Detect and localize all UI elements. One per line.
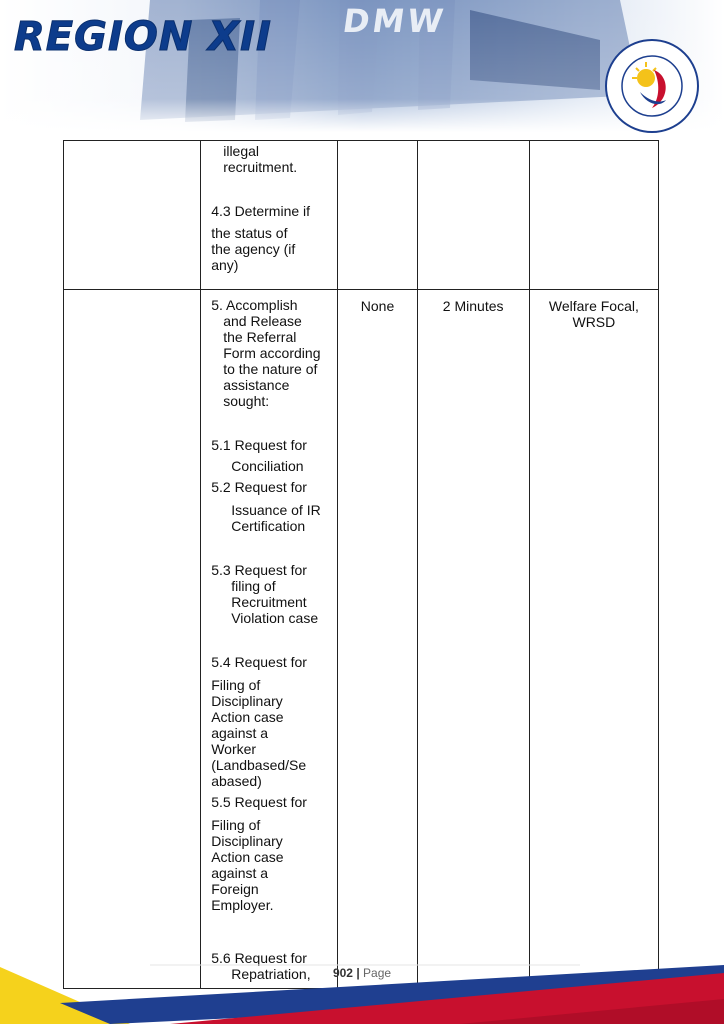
region-title: REGION XII bbox=[14, 14, 272, 60]
step-text: 5.5 Request for bbox=[211, 794, 307, 810]
agency-actions-cell bbox=[201, 141, 338, 290]
client-steps-cell bbox=[64, 290, 201, 989]
step-text: 5.4 Request for bbox=[211, 654, 307, 670]
step-text: illegal bbox=[223, 143, 260, 159]
step-text: Action case bbox=[211, 709, 284, 725]
step-text: Conciliation bbox=[231, 458, 304, 474]
step-text: the agency (if bbox=[211, 241, 296, 257]
step-text: abased) bbox=[211, 773, 262, 789]
client-steps-cell bbox=[64, 141, 201, 290]
step-text: Worker bbox=[211, 741, 257, 757]
step-text: against a bbox=[211, 865, 269, 881]
step-text: the status of bbox=[211, 225, 288, 241]
step-text: filing of bbox=[231, 578, 276, 594]
step-text: 5.6 Request for bbox=[211, 950, 307, 966]
page-number: 902 bbox=[332, 966, 353, 980]
responsible-cell bbox=[529, 141, 658, 290]
step-text: Form according bbox=[223, 345, 321, 361]
step-text: Foreign bbox=[211, 881, 259, 897]
page-separator: | bbox=[356, 966, 360, 980]
step-text: Action case bbox=[211, 849, 284, 865]
processing-time-cell bbox=[417, 290, 529, 989]
step-text: Recruitment bbox=[231, 594, 307, 610]
step-text: 4.3 Determine if bbox=[211, 203, 311, 219]
step-text: Filing of bbox=[211, 677, 261, 693]
table-row bbox=[64, 141, 659, 290]
responsible-line: WRSD bbox=[572, 314, 616, 330]
page-footer bbox=[0, 966, 724, 980]
step-text: Certification bbox=[231, 518, 306, 534]
step-text: against a bbox=[211, 725, 269, 741]
step-text: to the nature of bbox=[223, 361, 318, 377]
step-text: (Landbased/Se bbox=[211, 757, 307, 773]
building-sign: DMW bbox=[340, 2, 449, 40]
table-row bbox=[64, 290, 659, 989]
page-label: Page bbox=[363, 966, 392, 980]
step-text: 5. Accomplish bbox=[211, 297, 298, 313]
step-text: Employer. bbox=[211, 897, 274, 913]
step-text: Filing of bbox=[211, 817, 261, 833]
step-text: assistance bbox=[223, 377, 290, 393]
step-text: 5.2 Request for bbox=[211, 479, 307, 495]
step-text: Repatriation, bbox=[231, 966, 311, 982]
step-text: Disciplinary bbox=[211, 693, 283, 709]
fees-cell bbox=[338, 141, 417, 290]
step-text: any) bbox=[211, 257, 239, 273]
dmw-seal-logo bbox=[604, 38, 700, 134]
step-text: and Release bbox=[223, 313, 302, 329]
processing-time-cell bbox=[417, 141, 529, 290]
processing-time-value: 2 Minutes bbox=[442, 298, 504, 314]
step-text: recruitment. bbox=[223, 159, 298, 175]
responsible-line: Welfare Focal, bbox=[548, 298, 639, 314]
agency-actions-cell bbox=[201, 290, 338, 989]
step-text: 5.1 Request for bbox=[211, 437, 307, 453]
step-text: Violation case bbox=[231, 610, 319, 626]
page-header bbox=[0, 0, 724, 132]
step-text: Disciplinary bbox=[211, 833, 283, 849]
fees-cell bbox=[338, 290, 417, 989]
fees-value: None bbox=[360, 298, 395, 314]
services-table bbox=[63, 140, 659, 989]
step-text: Issuance of IR bbox=[231, 502, 321, 518]
step-text: the Referral bbox=[223, 329, 297, 345]
responsible-cell bbox=[529, 290, 658, 989]
step-text: sought: bbox=[223, 393, 270, 409]
step-text: 5.3 Request for bbox=[211, 562, 307, 578]
